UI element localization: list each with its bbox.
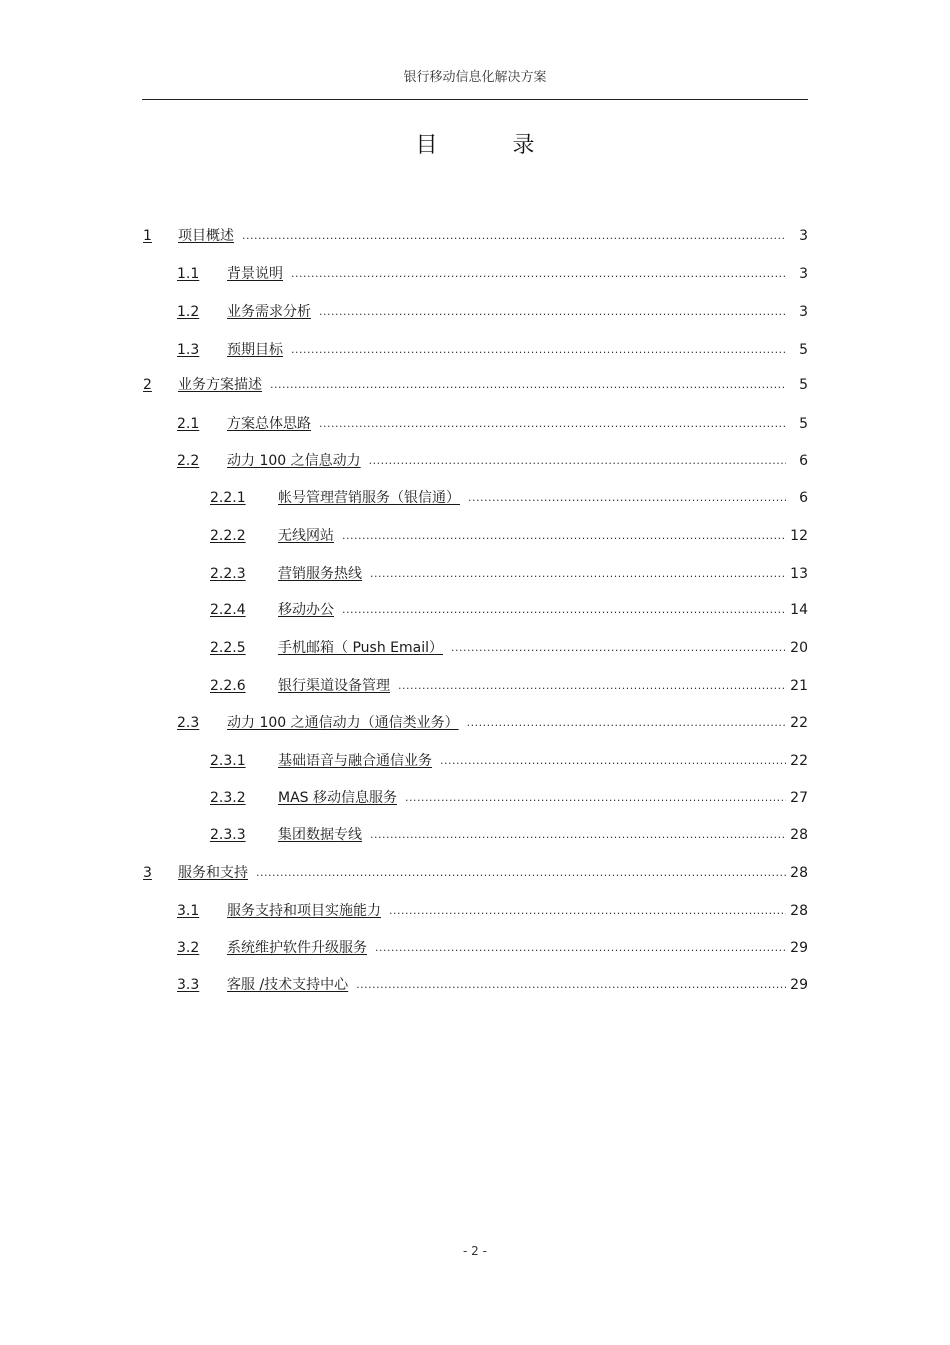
toc-leader-dots (342, 526, 786, 546)
toc-entry-1-2[interactable] (177, 302, 808, 322)
toc-entry-number: 2.2.1 (210, 490, 246, 506)
toc-leader-dots (370, 825, 786, 845)
toc-entry-label: 系统维护软件升级服务 (227, 940, 367, 956)
toc-entry-2-1[interactable] (177, 414, 808, 434)
toc-leader-dots (398, 676, 786, 696)
toc-entry-2-2-2[interactable] (210, 526, 808, 546)
toc-entry-number: 2.1 (177, 416, 200, 432)
toc-entry-2-3[interactable] (177, 713, 808, 733)
toc-entry-page: 20 (790, 640, 808, 656)
toc-entry-number: 2 (143, 377, 152, 393)
toc-entry-number: 2.2.3 (210, 566, 246, 582)
toc-entry-page: 29 (790, 977, 808, 993)
toc-leader-dots (291, 340, 786, 360)
toc-entry-2-2-4[interactable] (210, 600, 808, 620)
toc-leader-dots (375, 938, 786, 958)
toc-entry-2-3-2[interactable] (210, 788, 808, 808)
toc-entry-label: 基础语音与融合通信业务 (278, 753, 432, 769)
running-header: 银行移动信息化解决方案 (403, 70, 547, 85)
toc-leader-dots (356, 975, 786, 995)
toc-entry-page: 3 (799, 304, 808, 320)
toc-entry-page: 14 (790, 602, 808, 618)
toc-entry-label: 移动办公 (278, 602, 334, 618)
toc-entry-label: 背景说明 (227, 266, 283, 282)
toc-entry-number: 3.1 (177, 903, 200, 919)
toc-entry-label: 项目概述 (178, 228, 234, 244)
toc-leader-dots (319, 302, 786, 322)
toc-entry-page: 28 (790, 865, 808, 881)
toc-entry-label: 手机邮箱（ Push Email） (278, 640, 443, 656)
toc-entry-label: 服务和支持 (178, 865, 248, 881)
toc-entry-number: 2.2 (177, 453, 200, 469)
toc-entry-number: 3.3 (177, 977, 200, 993)
toc-entry-number: 2.3.3 (210, 827, 246, 843)
toc-entry-page: 28 (790, 903, 808, 919)
toc-entry-number: 2.2.4 (210, 602, 246, 618)
toc-entry-page: 5 (799, 377, 808, 393)
toc-entry-2[interactable] (143, 375, 808, 395)
toc-entry-label: 银行渠道设备管理 (278, 678, 390, 694)
toc-title: 目 录 (415, 133, 569, 158)
toc-entry-3[interactable] (143, 863, 808, 883)
toc-leader-dots (405, 788, 786, 808)
toc-entry-page: 21 (790, 678, 808, 694)
toc-entry-label: 无线网站 (278, 528, 334, 544)
toc-entry-page: 22 (790, 753, 808, 769)
toc-entry-label: 业务方案描述 (178, 377, 262, 393)
toc-leader-dots (389, 901, 786, 921)
toc-leader-dots (291, 264, 786, 284)
toc-entry-page: 28 (790, 827, 808, 843)
toc-entry-2-3-1[interactable] (210, 751, 808, 771)
toc-entry-page: 12 (790, 528, 808, 544)
toc-leader-dots (467, 713, 786, 733)
toc-entry-1[interactable] (143, 226, 808, 246)
toc-leader-dots (370, 564, 786, 584)
toc-entry-number: 2.3.2 (210, 790, 246, 806)
toc-leader-dots (468, 488, 786, 508)
toc-leader-dots (256, 863, 786, 883)
toc-entry-2-2-5[interactable] (210, 638, 808, 658)
toc-entry-page: 6 (799, 453, 808, 469)
toc-entry-page: 22 (790, 715, 808, 731)
toc-entry-number: 2.3 (177, 715, 200, 731)
toc-entry-3-1[interactable] (177, 901, 808, 921)
toc-leader-dots (451, 638, 786, 658)
toc-entry-number: 3.2 (177, 940, 200, 956)
toc-entry-2-2[interactable] (177, 451, 808, 471)
toc-leader-dots (319, 414, 786, 434)
toc-entry-number: 2.3.1 (210, 753, 246, 769)
toc-entry-label: 业务需求分析 (227, 304, 311, 320)
toc-entry-number: 2.2.6 (210, 678, 246, 694)
toc-entry-number: 1 (143, 228, 152, 244)
toc-entry-label: 预期目标 (227, 342, 283, 358)
toc-entry-1-3[interactable] (177, 340, 808, 360)
toc-entry-number: 3 (143, 865, 152, 881)
toc-leader-dots (440, 751, 786, 771)
toc-entry-page: 3 (799, 266, 808, 282)
toc-entry-label: MAS 移动信息服务 (278, 790, 397, 806)
toc-entry-number: 2.2.2 (210, 528, 246, 544)
toc-entry-3-3[interactable] (177, 975, 808, 995)
toc-entry-number: 1.1 (177, 266, 200, 282)
toc-entry-number: 1.2 (177, 304, 200, 320)
toc-entry-page: 5 (799, 416, 808, 432)
toc-entry-page: 5 (799, 342, 808, 358)
toc-leader-dots (242, 226, 786, 246)
toc-entry-1-1[interactable] (177, 264, 808, 284)
toc-entry-label: 动力 100 之信息动力 (227, 453, 361, 469)
toc-leader-dots (270, 375, 786, 395)
page-number: - 2 - (463, 1244, 487, 1258)
toc-entry-page: 13 (790, 566, 808, 582)
toc-leader-dots (342, 600, 786, 620)
toc-entry-label: 集团数据专线 (278, 827, 362, 843)
toc-entry-label: 动力 100 之通信动力（通信类业务） (227, 715, 459, 731)
toc-entry-page: 29 (790, 940, 808, 956)
toc-entry-label: 服务支持和项目实施能力 (227, 903, 381, 919)
toc-entry-page: 6 (799, 490, 808, 506)
toc-entry-number: 1.3 (177, 342, 200, 358)
toc-entry-2-2-6[interactable] (210, 676, 808, 696)
toc-entry-2-3-3[interactable] (210, 825, 808, 845)
toc-entry-label: 营销服务热线 (278, 566, 362, 582)
toc-leader-dots (369, 451, 786, 471)
toc-entry-label: 方案总体思路 (227, 416, 311, 432)
toc-entry-label: 帐号管理营销服务（银信通） (278, 490, 460, 506)
toc-entry-page: 3 (799, 228, 808, 244)
toc-entry-page: 27 (790, 790, 808, 806)
toc-entry-2-2-3[interactable] (210, 564, 808, 584)
toc-entry-number: 2.2.5 (210, 640, 246, 656)
toc-entry-3-2[interactable] (177, 938, 808, 958)
toc-entry-label: 客服 /技术支持中心 (227, 977, 349, 993)
toc-entry-2-2-1[interactable] (210, 488, 808, 508)
